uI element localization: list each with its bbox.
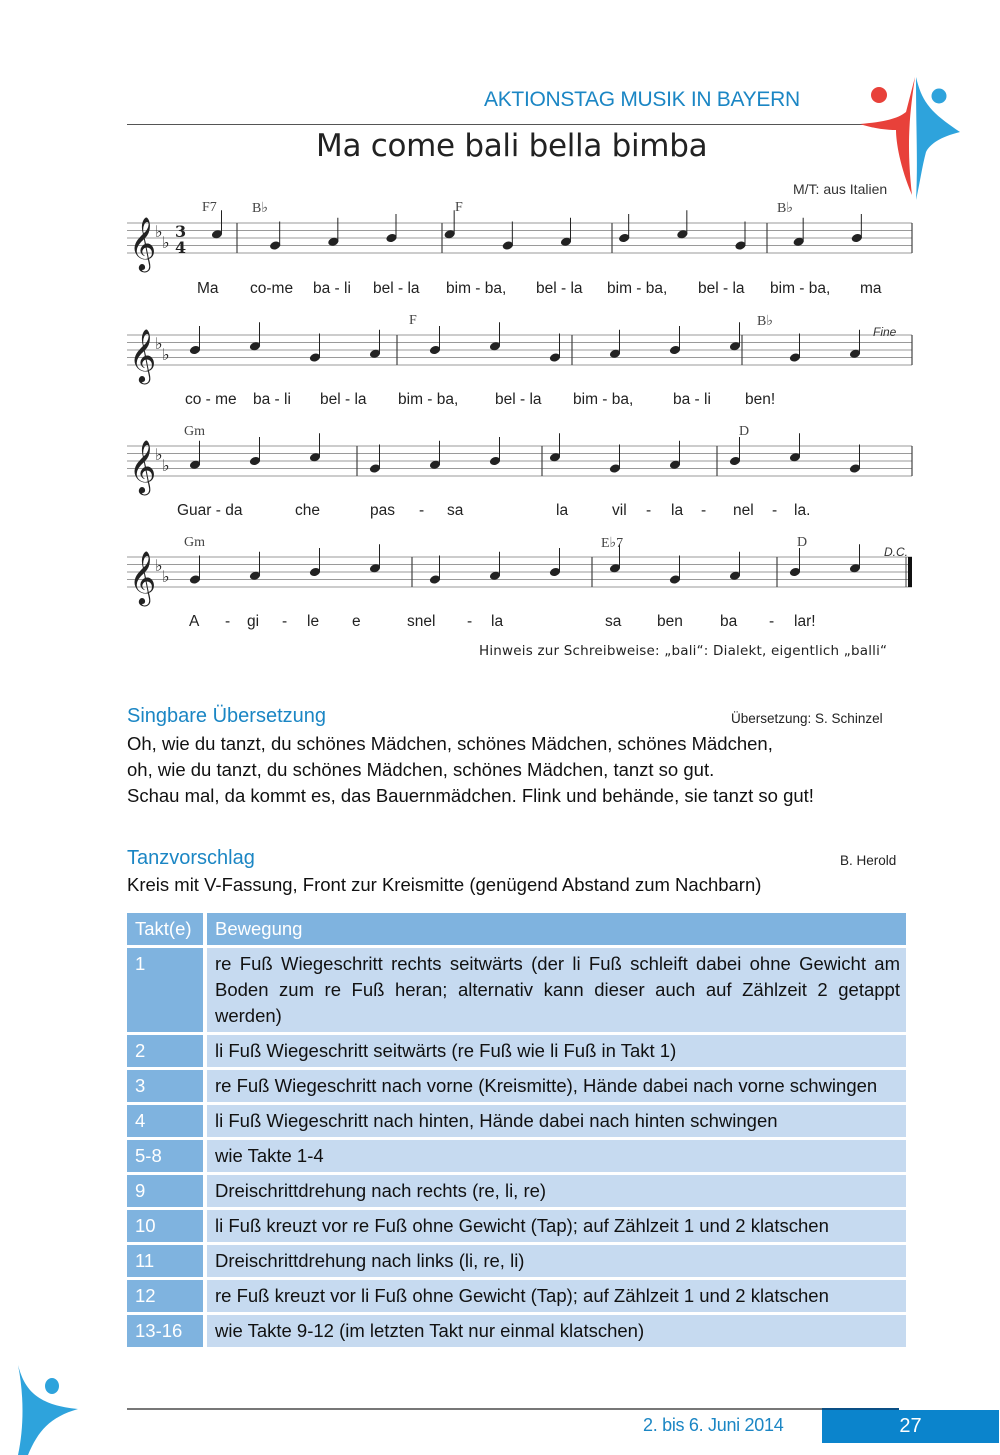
lyric-syllable: A bbox=[189, 613, 200, 630]
lyric-syllable: la. bbox=[794, 502, 811, 519]
table-row bbox=[127, 948, 906, 1032]
translation-line: oh, wie du tanzt, du schönes Mädchen, schönes Mädchen, tanzt so gut. bbox=[127, 759, 715, 780]
treble-clef-icon: 𝄞 bbox=[129, 550, 157, 604]
takt-cell: 4 bbox=[127, 1105, 207, 1137]
song-credit: M/T: aus Italien bbox=[793, 181, 888, 197]
lyric-syllable: bel - la bbox=[495, 391, 542, 408]
lyric-syllable: sa bbox=[605, 613, 622, 630]
lyric-syllable: Guar - da bbox=[177, 502, 243, 519]
table-row bbox=[127, 1105, 906, 1137]
table-row bbox=[127, 1245, 906, 1277]
flat-icon: ♭ bbox=[162, 456, 170, 475]
lyric-syllable: - bbox=[419, 502, 425, 519]
lyric-syllable: ba bbox=[720, 613, 738, 630]
chord-label: Gm bbox=[184, 535, 205, 550]
chord-label: F bbox=[409, 313, 417, 328]
treble-clef-icon: 𝄞 bbox=[129, 216, 157, 270]
dance-subtitle: Kreis mit V-Fassung, Front zur Kreismitte (genügend Abstand zum Nachbarn) bbox=[127, 874, 762, 895]
spelling-hint: Hinweis zur Schreibweise: „bali“: Dialekt, eigentlich „balli“ bbox=[479, 643, 888, 659]
table-row bbox=[127, 1175, 906, 1207]
flat-icon: ♭ bbox=[155, 556, 163, 575]
sheet-music bbox=[127, 195, 917, 635]
lyric-syllable: co-me bbox=[250, 280, 294, 297]
lyric-syllable: ben! bbox=[745, 391, 776, 408]
lyric-syllable: bim - ba, bbox=[573, 391, 634, 408]
lyric-syllable: le bbox=[307, 613, 320, 630]
table-row bbox=[127, 1315, 906, 1347]
table-row bbox=[127, 1035, 906, 1067]
lyric-syllable: bel - la bbox=[320, 391, 367, 408]
dance-steps-table bbox=[127, 910, 906, 1350]
lyric-syllable: - bbox=[769, 613, 775, 630]
lyric-syllable: ba - li bbox=[313, 280, 351, 297]
column-header-bewegung: Bewegung bbox=[207, 913, 906, 945]
takt-cell: 12 bbox=[127, 1280, 207, 1312]
bewegung-cell: re Fuß kreuzt vor li Fuß ohne Gewicht (Tap); auf Zählzeit 1 und 2 klatschen bbox=[207, 1280, 906, 1312]
lyric-syllable: bim - ba, bbox=[770, 280, 831, 297]
table-row bbox=[127, 1280, 906, 1312]
chord-label: E♭7 bbox=[601, 536, 624, 551]
aktionstag-figure-icon bbox=[10, 1365, 80, 1455]
takt-cell: 13-16 bbox=[127, 1315, 207, 1347]
flat-icon: ♭ bbox=[155, 334, 163, 353]
time-signature-numerator: 3 bbox=[175, 222, 187, 241]
lyric-syllable: - bbox=[772, 502, 778, 519]
lyric-syllable: la bbox=[491, 613, 504, 630]
event-date: 2. bis 6. Juni 2014 bbox=[643, 1415, 784, 1435]
bewegung-cell: li Fuß Wiegeschritt nach hinten, Hände dabei nach hinten schwingen bbox=[207, 1105, 906, 1137]
lyric-syllable: sa bbox=[447, 502, 464, 519]
chord-label: B♭ bbox=[252, 201, 268, 216]
bewegung-cell: Dreischrittdrehung nach rechts (re, li, re) bbox=[207, 1175, 906, 1207]
lyric-syllable: - bbox=[282, 613, 288, 630]
translation-heading: Singbare Übersetzung bbox=[127, 705, 327, 727]
takt-cell: 2 bbox=[127, 1035, 207, 1067]
lyric-syllable: ma bbox=[860, 280, 882, 297]
song-title: Ma come bali bella bimba bbox=[316, 128, 708, 164]
page-number: 27 bbox=[899, 1415, 922, 1437]
bewegung-cell: wie Takte 1-4 bbox=[207, 1140, 906, 1172]
flat-icon: ♭ bbox=[155, 445, 163, 464]
lyric-syllable: - bbox=[225, 613, 231, 630]
chord-label: D bbox=[797, 535, 808, 550]
dc-marking: D.C. bbox=[884, 545, 908, 559]
staff-notation bbox=[127, 195, 917, 635]
lyric-syllable: bel - la bbox=[536, 280, 583, 297]
takt-cell: 10 bbox=[127, 1210, 207, 1242]
column-header-takt: Takt(e) bbox=[127, 913, 207, 945]
translation-credit: Übersetzung: S. Schinzel bbox=[731, 711, 883, 726]
bewegung-cell: Dreischrittdrehung nach links (li, re, li) bbox=[207, 1245, 906, 1277]
lyric-syllable: snel bbox=[407, 613, 436, 630]
dance-heading: Tanzvorschlag bbox=[127, 847, 255, 869]
lyric-syllable: che bbox=[295, 502, 320, 519]
lyric-syllable: - bbox=[467, 613, 473, 630]
takt-cell: 3 bbox=[127, 1070, 207, 1102]
flat-icon: ♭ bbox=[162, 233, 170, 252]
lyric-syllable: ba - li bbox=[253, 391, 291, 408]
fine-marking: Fine bbox=[873, 325, 897, 339]
treble-clef-icon: 𝄞 bbox=[129, 328, 157, 382]
takt-cell: 5-8 bbox=[127, 1140, 207, 1172]
flat-icon: ♭ bbox=[162, 345, 170, 364]
bewegung-cell: li Fuß kreuzt vor re Fuß ohne Gewicht (Tap); auf Zählzeit 1 und 2 klatschen bbox=[207, 1210, 906, 1242]
chord-label: F bbox=[455, 200, 463, 215]
lyric-syllable: bel - la bbox=[698, 280, 745, 297]
dance-credit: B. Herold bbox=[840, 853, 897, 868]
lyric-syllable: nel bbox=[733, 502, 754, 519]
table-header-row bbox=[127, 913, 906, 945]
takt-cell: 1 bbox=[127, 948, 207, 1032]
final-bar-thick bbox=[908, 557, 912, 587]
lyric-syllable: bel - la bbox=[373, 280, 420, 297]
takt-cell: 11 bbox=[127, 1245, 207, 1277]
translation-line: Schau mal, da kommt es, das Bauernmädchen. Flink und behände, sie tanzt so gut! bbox=[127, 785, 814, 806]
lyric-syllable: la bbox=[556, 502, 569, 519]
lyric-syllable: ben bbox=[657, 613, 683, 630]
lyric-syllable: lar! bbox=[794, 613, 816, 630]
lyric-syllable: - bbox=[646, 502, 652, 519]
lyric-syllable: pas bbox=[370, 502, 395, 519]
lyric-syllable: - bbox=[701, 502, 707, 519]
takt-cell: 9 bbox=[127, 1175, 207, 1207]
bewegung-cell: re Fuß Wiegeschritt rechts seitwärts (der li Fuß schleift dabei ohne Gewicht am Boden zum re Fuß heran; alternativ kann dieser auch auf Zählzeit 2 getappt werden) bbox=[207, 948, 906, 1032]
lyric-syllable: vil bbox=[612, 502, 627, 519]
table-row bbox=[127, 1210, 906, 1242]
lyric-syllable: bim - ba, bbox=[446, 280, 507, 297]
bewegung-cell: wie Takte 9-12 (im letzten Takt nur einmal klatschen) bbox=[207, 1315, 906, 1347]
bewegung-cell: re Fuß Wiegeschritt nach vorne (Kreismitte), Hände dabei nach vorne schwingen bbox=[207, 1070, 906, 1102]
chord-label: B♭ bbox=[777, 201, 793, 216]
table-row bbox=[127, 1070, 906, 1102]
chord-label: Gm bbox=[184, 424, 205, 439]
lyric-syllable: co - me bbox=[185, 391, 237, 408]
chord-label: F7 bbox=[202, 200, 217, 215]
lyric-syllable: Ma bbox=[197, 280, 219, 297]
lyric-syllable: gi bbox=[247, 613, 260, 630]
time-signature-denominator: 4 bbox=[175, 238, 187, 257]
flat-icon: ♭ bbox=[155, 222, 163, 241]
treble-clef-icon: 𝄞 bbox=[129, 439, 157, 493]
lyric-syllable: bim - ba, bbox=[398, 391, 459, 408]
page-number-box bbox=[822, 1410, 999, 1443]
chord-label: B♭ bbox=[757, 314, 773, 329]
header-title: AKTIONSTAG MUSIK IN BAYERN bbox=[484, 88, 800, 111]
table-row bbox=[127, 1140, 906, 1172]
bewegung-cell: li Fuß Wiegeschritt seitwärts (re Fuß wie li Fuß in Takt 1) bbox=[207, 1035, 906, 1067]
lyric-syllable: e bbox=[352, 613, 361, 630]
header-divider bbox=[127, 124, 882, 125]
lyric-syllable: la bbox=[671, 502, 684, 519]
flat-icon: ♭ bbox=[162, 567, 170, 586]
lyric-syllable: bim - ba, bbox=[607, 280, 668, 297]
lyric-syllable: ba - li bbox=[673, 391, 711, 408]
footer-divider bbox=[127, 1408, 822, 1410]
translation-line: Oh, wie du tanzt, du schönes Mädchen, schönes Mädchen, schönes Mädchen, bbox=[127, 733, 773, 754]
chord-label: D bbox=[739, 424, 750, 439]
